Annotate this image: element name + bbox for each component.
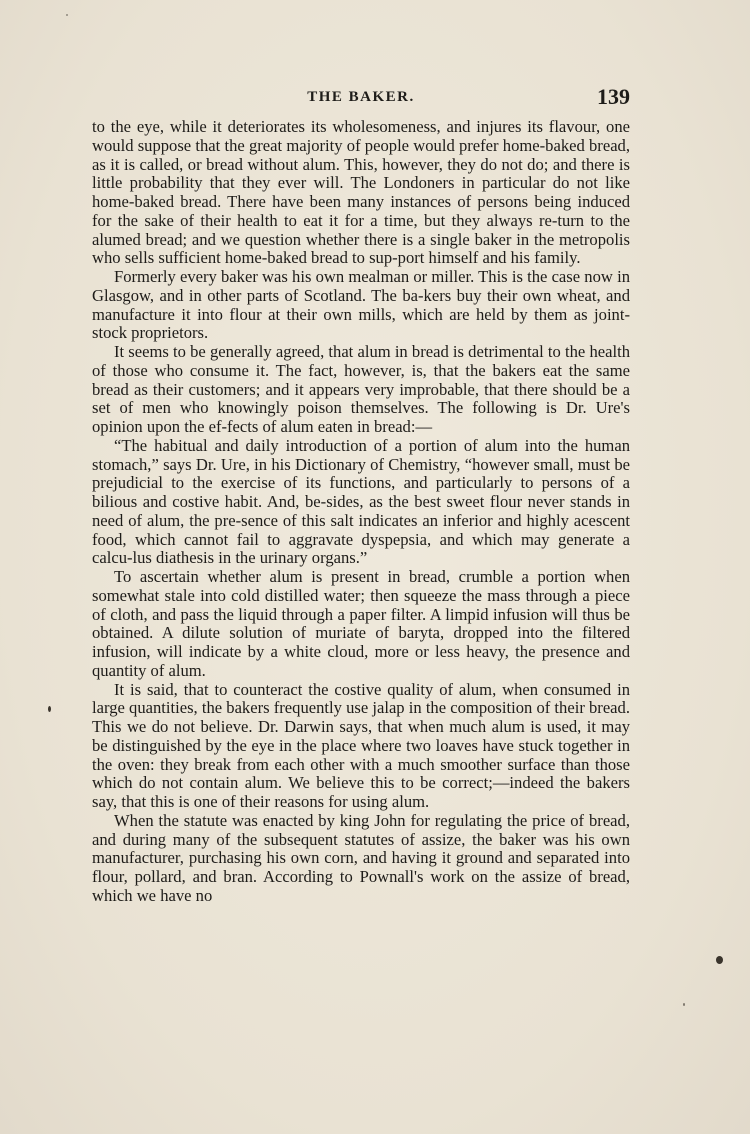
paragraph-king-john-statute: When the statute was enacted by king John for regulating the price of bread, and during many of the subsequent statutes of assize, the baker was his own manufacturer, purchasing his own corn, and having it ground and separated into flour, pollard, and bran. According to Pownall's work on the assize of bread, which we have no	[92, 810, 630, 905]
body-text	[92, 118, 630, 906]
page-number: 139	[597, 84, 630, 109]
paragraph-jalap: It is said, that to counteract the costive quality of alum, when consumed in large quantities, the bakers frequently use jalap in the composition of their bread. This we do not believe. Dr. Darwin says, that when much alum is used, it may be distinguished by the eye in the place where two loaves have stuck together in the oven: they break from each other with a much smoother surface than those which do not contain alum. We believe this to be correct;—indeed the bakers say, that this is one of their reasons for using alum.	[92, 679, 630, 811]
paragraph-ure-quote: “The habitual and daily introduction of a portion of alum into the human stomach,” says Dr. Ure, in his Dictionary of Chemistry, “however small, must be prejudicial to the exercise of its functions, and particularly to persons of a bilious and costive habit. And, be-sides, as the best sweet flour never stands in need of alum, the pre-sence of this salt indicates an inferior and highly acescent food, which cannot fail to aggravate dyspepsia, and which may generate a calcu-lus diathesis in the urinary organs.”	[92, 435, 630, 568]
ink-speck	[683, 1003, 685, 1006]
paragraph-continued: to the eye, while it deteriorates its wholesomeness, and injures its flavour, one would suppose that the great majority of people would prefer home-baked bread, as it is called, or bread without alum. This, however, they do not do; and there is little probability that they ever will. The Londoners in particular do not like home-baked bread. There have been many instances of persons being induced for the sake of their health to eat it for a time, but they always re-turn to the alumed bread; and we question whether there is a single baker in the metropolis who sells sufficient home-baked bread to sup-port himself and his family.	[92, 117, 630, 268]
ink-speck	[66, 14, 68, 16]
running-title: THE BAKER.	[307, 89, 415, 105]
paragraph-alum-test: To ascertain whether alum is present in bread, crumble a portion when somewhat stale into cold distilled water; then squeeze the mass through a piece of cloth, and pass the liquid through a paper filter. A limpid infusion will thus be obtained. A dilute solution of muriate of baryta, dropped into the filtered infusion, will indicate by a white cloud, more or less heavy, the presence and quantity of alum.	[92, 567, 630, 680]
running-head	[92, 86, 630, 110]
paragraph-alum-detrimental: It seems to be generally agreed, that alum in bread is detrimental to the health of those who consume it. The fact, however, is, that the bakers eat the same bread as their customers; and it appears very improbable, that there should be a set of men who knowingly poison themselves. The following is Dr. Ure's opinion upon the ef-fects of alum eaten in bread:—	[92, 342, 630, 436]
paragraph-mealman: Formerly every baker was his own mealman or miller. This is the case now in Glasgow, and in other parts of Scotland. The ba-kers buy their own wheat, and manufacture it into flour at their own mills, which are held by them as joint-stock proprietors.	[92, 267, 630, 343]
ink-speck	[716, 956, 723, 964]
ink-speck	[48, 706, 51, 712]
